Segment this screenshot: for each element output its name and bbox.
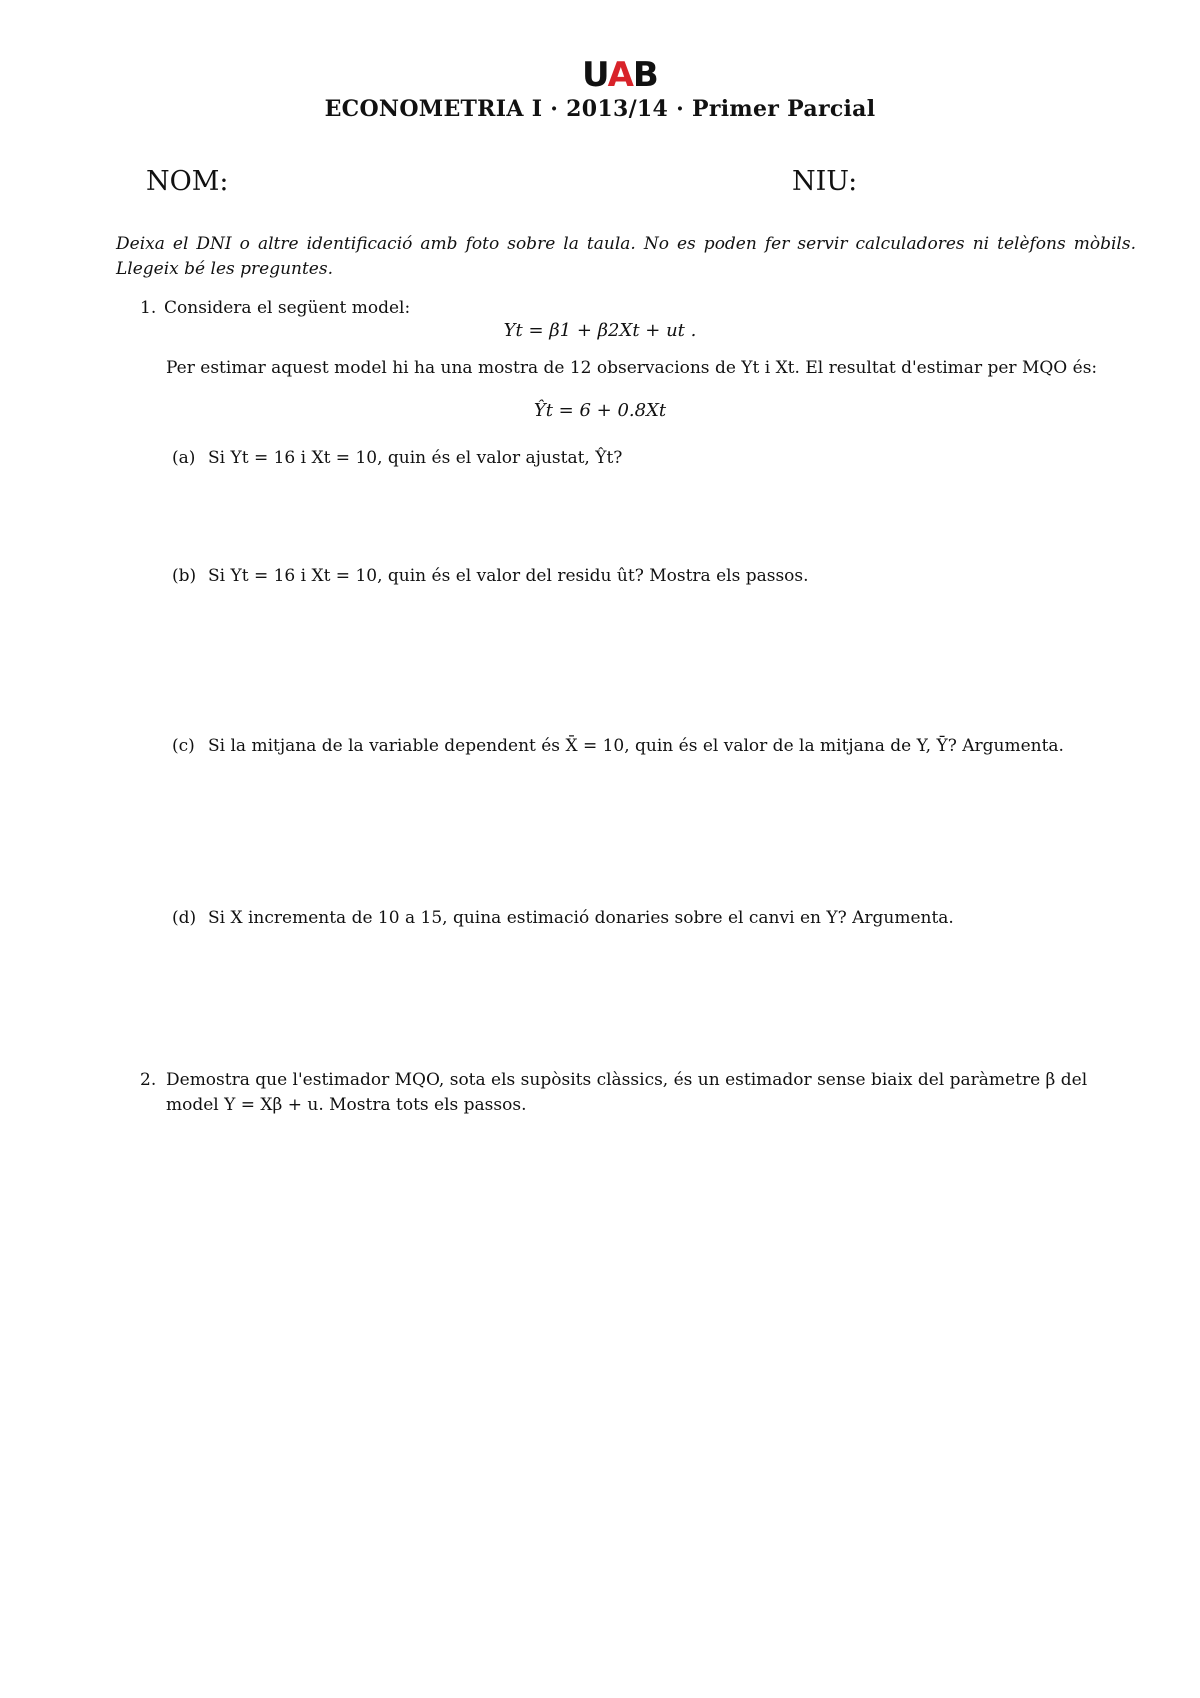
question-2 bbox=[140, 1068, 1136, 1118]
exam-instructions: Deixa el DNI o altre identificació amb foto sobre la taula. No es poden fer servir calculadores ni telèfons mòbils. Llegeix bé les preguntes. bbox=[116, 234, 1136, 279]
question-1-number: 1. bbox=[140, 298, 157, 318]
question-1b-text: Si Yt = 16 i Xt = 10, quin és el valor del residu ût? Mostra els passos. bbox=[208, 566, 809, 586]
nom-label: NOM: bbox=[146, 166, 229, 197]
uab-logo bbox=[582, 55, 668, 95]
logo-letter-b: B bbox=[632, 55, 658, 95]
question-1a-text: Si Yt = 16 i Xt = 10, quin és el valor ajustat, Ŷt? bbox=[208, 448, 623, 468]
question-1d-text: Si X incrementa de 10 a 15, quina estimació donaries sobre el canvi en Y? Argumenta. bbox=[208, 908, 954, 928]
question-1-intro-text: Considera el següent model: bbox=[164, 298, 411, 318]
niu-label: NIU: bbox=[792, 166, 858, 197]
exam-title: ECONOMETRIA I · 2013/14 · Primer Parcial bbox=[324, 96, 876, 122]
question-1d bbox=[172, 906, 1122, 931]
question-1a-label: (a) bbox=[172, 448, 196, 468]
question-1b-label: (b) bbox=[172, 566, 197, 586]
logo-letter-u: U bbox=[582, 55, 608, 95]
question-2-number: 2. bbox=[140, 1070, 157, 1090]
sample-description: Per estimar aquest model hi ha una mostra de 12 observacions de Yt i Xt. El resultat d'estimar per MQO és: bbox=[166, 358, 1098, 378]
logo-letter-a: A bbox=[607, 55, 633, 95]
question-2-text-line2: model Y = Xβ + u. Mostra tots els passos. bbox=[166, 1095, 527, 1115]
question-1-intro bbox=[140, 296, 410, 321]
question-1c bbox=[172, 734, 1122, 759]
question-1a bbox=[172, 446, 1122, 471]
question-1c-text: Si la mitjana de la variable dependent és X̄ = 10, quin és el valor de la mitjana de Y, Ȳ? Argumenta. bbox=[208, 736, 1064, 756]
question-1d-label: (d) bbox=[172, 908, 197, 928]
question-2-text-line1: Demostra que l'estimador MQO, sota els supòsits clàssics, és un estimador sense biaix del paràmetre β del bbox=[166, 1070, 1088, 1090]
question-1b bbox=[172, 564, 1122, 589]
estimated-equation: Ŷt = 6 + 0.8Xt bbox=[533, 400, 667, 421]
model-equation: Yt = β1 + β2Xt + ut . bbox=[503, 320, 697, 341]
question-1c-label: (c) bbox=[172, 736, 195, 756]
